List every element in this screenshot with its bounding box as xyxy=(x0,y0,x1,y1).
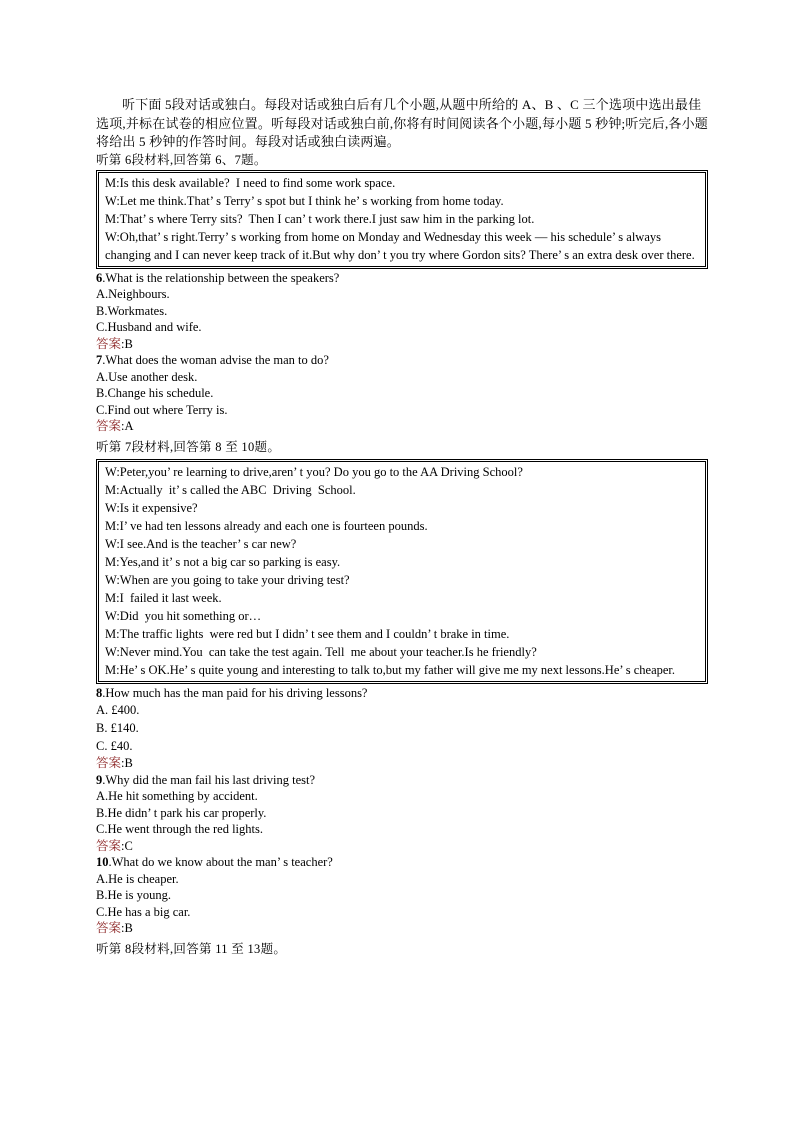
dialog-line: W:When are you going to take your driving test? xyxy=(105,572,350,587)
option-a: A.Use another desk. xyxy=(96,369,198,384)
answer xyxy=(96,418,708,435)
dialog-line: W:Oh,that’ s right.Terry’ s working from home on Monday and Wednesday this week — his schedule’ s always changing and I can never keep track of it.But why don’ t you try where Gordon sits? There’ s an extra desk over there. xyxy=(105,229,695,262)
dialog-line: W:Is it expensive? xyxy=(105,500,198,515)
dialog-line: M:Yes,and it’ s not a big car so parking is easy. xyxy=(105,554,341,569)
dialog-line: M:I’ ve had ten lessons already and each one is fourteen pounds. xyxy=(105,518,428,533)
dialog-line: M:Actually it’ s called the ABC Driving School. xyxy=(105,482,356,497)
answer-label: 答案 xyxy=(96,921,122,935)
option-c: C.He has a big car. xyxy=(96,904,191,919)
section-heading-6: 听第 6段材料,回答第 6、7题。 xyxy=(96,152,267,167)
question-number: 8 xyxy=(96,685,103,700)
section-heading-7: 听第 7段材料,回答第 8 至 10题。 xyxy=(96,439,281,454)
dialog-line: W:Let me think.That’ s Terry’ s spot but I think he’ s working from home today. xyxy=(105,193,504,208)
dialog-line: M:He’ s OK.He’ s quite young and interesting to talk to,but my father will give me my next lessons.He’ s cheaper. xyxy=(105,662,676,677)
dialog-box-7 xyxy=(98,461,706,682)
question-text: .Why did the man fail his last driving test? xyxy=(102,772,316,787)
answer-label: 答案 xyxy=(96,756,122,770)
option-c: C.He went through the red lights. xyxy=(96,822,263,836)
question-10 xyxy=(96,854,708,937)
question-9 xyxy=(96,772,708,855)
question-number: 7 xyxy=(96,353,103,367)
answer xyxy=(96,838,708,855)
question-text: .What do we know about the man’ s teacher? xyxy=(108,855,333,869)
option-b: B.He is young. xyxy=(96,888,171,902)
dialog-line: M:The traffic lights were red but I didn’ t see them and I couldn’ t brake in time. xyxy=(105,626,510,641)
option-c: C. £40. xyxy=(96,739,133,753)
option-b: B.Workmates. xyxy=(96,303,168,318)
option-a: A.Neighbours. xyxy=(96,287,170,301)
option-b: B. £140. xyxy=(96,721,139,735)
option-a: A.He is cheaper. xyxy=(96,871,179,886)
question-8 xyxy=(96,685,708,772)
question-number: 10 xyxy=(96,855,109,869)
answer-label: 答案 xyxy=(96,336,122,351)
option-b: B.Change his schedule. xyxy=(96,386,214,400)
question-6 xyxy=(96,270,708,353)
dialog-line: W:Never mind.You can take the test again. Tell me about your teacher.Is he friendly? xyxy=(105,644,537,659)
option-c: C.Find out where Terry is. xyxy=(96,402,228,417)
dialog-line: M:I failed it last week. xyxy=(105,590,222,605)
dialog-line: M:Is this desk available? I need to find some work space. xyxy=(105,175,396,190)
answer-value: :A xyxy=(121,419,134,433)
answer xyxy=(96,755,708,772)
option-a: A. £400. xyxy=(96,703,140,717)
dialog-line: W:I see.And is the teacher’ s car new? xyxy=(105,536,297,551)
document-page xyxy=(96,96,708,958)
question-text: .What does the woman advise the man to do? xyxy=(102,353,329,367)
answer xyxy=(96,920,708,937)
question-text: .What is the relationship between the speakers? xyxy=(102,270,340,285)
answer-value: :C xyxy=(121,838,133,853)
answer-label: 答案 xyxy=(96,838,122,853)
question-number: 9 xyxy=(96,772,103,787)
answer-value: :B xyxy=(121,336,133,351)
dialog-line: M:That’ s where Terry sits? Then I can’ t work there.I just saw him in the parking lot. xyxy=(105,211,535,226)
section-heading-8: 听第 8段材料,回答第 11 至 13题。 xyxy=(96,941,287,956)
answer-label: 答案 xyxy=(96,419,122,433)
question-number: 6 xyxy=(96,270,103,285)
answer-value: :B xyxy=(121,756,133,770)
dialog-box-6 xyxy=(98,172,706,267)
instructions-paragraph: 听下面 5段对话或独白。每段对话或独白后有几个小题,从题中所给的 A、B 、C 三个选项中选出最佳选项,并标在试卷的相应位置。听每段对话或独白前,你将有时间阅读各个小题,每小题 5 秒钟;听完后,各小题将给出 5 秒钟的作答时间。每段对话或独白读两遍。 xyxy=(96,97,709,149)
dialog-line: W:Did you hit something or… xyxy=(105,608,262,623)
answer xyxy=(96,336,708,353)
answer-value: :B xyxy=(121,921,133,935)
question-7 xyxy=(96,352,708,435)
question-text: .How much has the man paid for his driving lessons? xyxy=(102,685,368,700)
option-b: B.He didn’ t park his car properly. xyxy=(96,805,267,820)
dialog-line: W:Peter,you’ re learning to drive,aren’ t you? Do you go to the AA Driving School? xyxy=(105,464,523,479)
option-a: A.He hit something by accident. xyxy=(96,789,258,803)
option-c: C.Husband and wife. xyxy=(96,320,202,334)
